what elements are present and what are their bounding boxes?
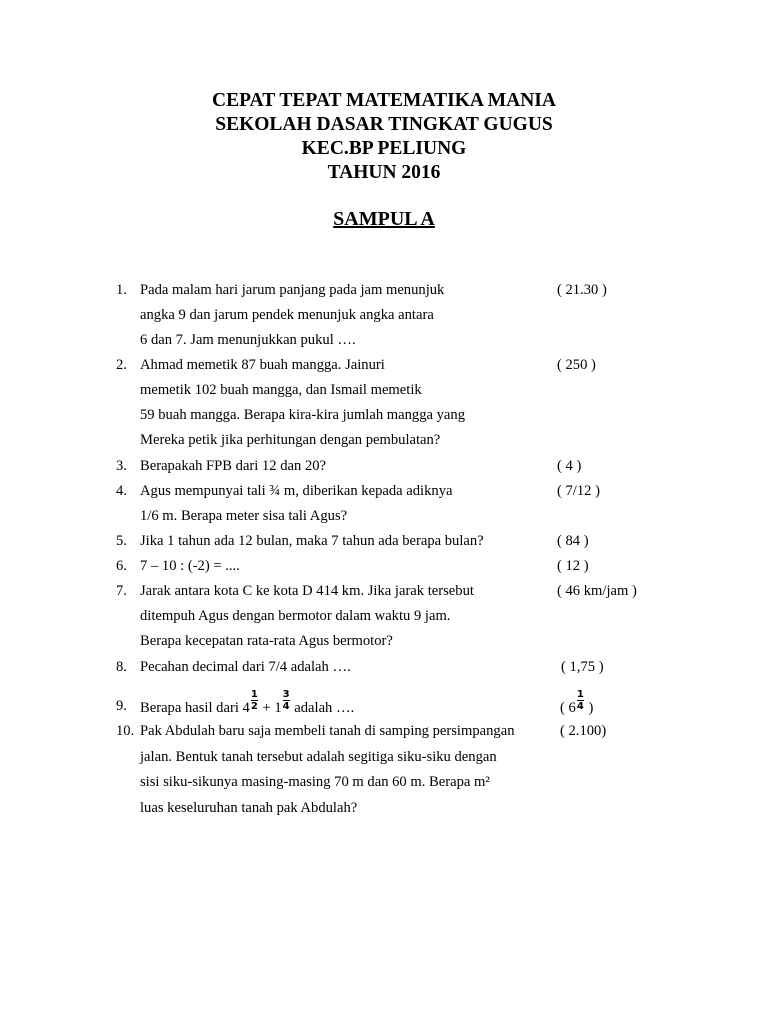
fraction-denominator: 2 bbox=[250, 701, 258, 712]
question-number: 5. bbox=[116, 533, 127, 549]
question-text: Ahmad memetik 87 buah mangga. Jainuri bbox=[140, 357, 385, 373]
question-text-middle: + 1 bbox=[262, 699, 282, 716]
answer-text bbox=[560, 689, 594, 720]
question-text: 7 – 10 : (-2) = .... bbox=[140, 558, 240, 574]
answer-text: ( 2.100) bbox=[560, 723, 607, 739]
question-text bbox=[140, 689, 355, 720]
question-text: Agus mempunyai tali ¾ m, diberikan kepada adiknya bbox=[140, 483, 453, 499]
fraction-numerator: 3 bbox=[282, 689, 290, 700]
question-text: 6 dan 7. Jam menunjukkan pukul …. bbox=[140, 332, 356, 348]
question-number: 1. bbox=[116, 282, 127, 298]
answer-text: ( 4 ) bbox=[557, 458, 582, 474]
answer-close: ) bbox=[588, 699, 594, 716]
question-number: 6. bbox=[116, 558, 127, 574]
question-text: sisi siku-sikunya masing-masing 70 m dan 60 m. Berapa m² bbox=[140, 774, 490, 790]
fraction-denominator: 4 bbox=[282, 701, 290, 712]
answer-text: ( 21.30 ) bbox=[557, 282, 607, 298]
fraction-one-quarter bbox=[577, 689, 584, 712]
question-text: angka 9 dan jarum pendek menunjuk angka antara bbox=[140, 307, 434, 323]
fraction-one-half bbox=[251, 689, 258, 712]
document-header bbox=[0, 89, 768, 185]
question-text: Jarak antara kota C ke kota D 414 km. Jika jarak tersebut bbox=[140, 583, 474, 599]
question-number: 8. bbox=[116, 659, 127, 675]
question-text: jalan. Bentuk tanah tersebut adalah segitiga siku-siku dengan bbox=[140, 749, 497, 765]
header-line-3: KEC.BP PELIUNG bbox=[301, 138, 467, 159]
answer-text: ( 46 km/jam ) bbox=[557, 583, 637, 599]
question-text: 1/6 m. Berapa meter sisa tali Agus? bbox=[140, 508, 348, 524]
fraction-numerator: 1 bbox=[576, 689, 584, 700]
header-line-2: SEKOLAH DASAR TINGKAT GUGUS bbox=[215, 114, 553, 135]
question-text: ditempuh Agus dengan bermotor dalam waktu 9 jam. bbox=[140, 608, 451, 624]
question-number: 10. bbox=[116, 723, 135, 739]
question-number: 9. bbox=[116, 698, 127, 714]
question-text: Mereka petik jika perhitungan dengan pembulatan? bbox=[140, 432, 441, 448]
header-line-1: CEPAT TEPAT MATEMATIKA MANIA bbox=[212, 90, 556, 111]
question-text: Berapa kecepatan rata-rata Agus bermotor? bbox=[140, 633, 393, 649]
fraction-three-quarters bbox=[283, 689, 290, 712]
answer-text: ( 1,75 ) bbox=[561, 659, 604, 675]
fraction-denominator: 4 bbox=[576, 701, 584, 712]
question-text-suffix: adalah …. bbox=[294, 699, 355, 716]
answer-text: ( 7/12 ) bbox=[557, 483, 600, 499]
question-number: 3. bbox=[116, 458, 127, 474]
question-text: Pada malam hari jarum panjang pada jam menunjuk bbox=[140, 282, 445, 298]
question-text: memetik 102 buah mangga, dan Ismail memetik bbox=[140, 382, 422, 398]
answer-text: ( 84 ) bbox=[557, 533, 589, 549]
question-text: luas keseluruhan tanah pak Abdulah? bbox=[140, 800, 358, 816]
question-text: Pak Abdulah baru saja membeli tanah di samping persimpangan bbox=[140, 723, 515, 739]
question-number: 2. bbox=[116, 357, 127, 373]
question-text: Jika 1 tahun ada 12 bulan, maka 7 tahun ada berapa bulan? bbox=[140, 533, 484, 549]
question-number: 7. bbox=[116, 583, 127, 599]
answer-open: ( 6 bbox=[560, 699, 576, 716]
question-text: 59 buah mangga. Berapa kira-kira jumlah mangga yang bbox=[140, 407, 466, 423]
answer-text: ( 250 ) bbox=[557, 357, 596, 373]
question-text-prefix: Berapa hasil dari 4 bbox=[140, 699, 250, 716]
header-line-4: TAHUN 2016 bbox=[327, 162, 441, 183]
fraction-numerator: 1 bbox=[250, 689, 258, 700]
answer-text: ( 12 ) bbox=[557, 558, 589, 574]
question-text: Berapakah FPB dari 12 dan 20? bbox=[140, 458, 327, 474]
question-text: Pecahan decimal dari 7/4 adalah …. bbox=[140, 659, 351, 675]
document-subtitle: SAMPUL A bbox=[333, 208, 435, 230]
question-number: 4. bbox=[116, 483, 127, 499]
